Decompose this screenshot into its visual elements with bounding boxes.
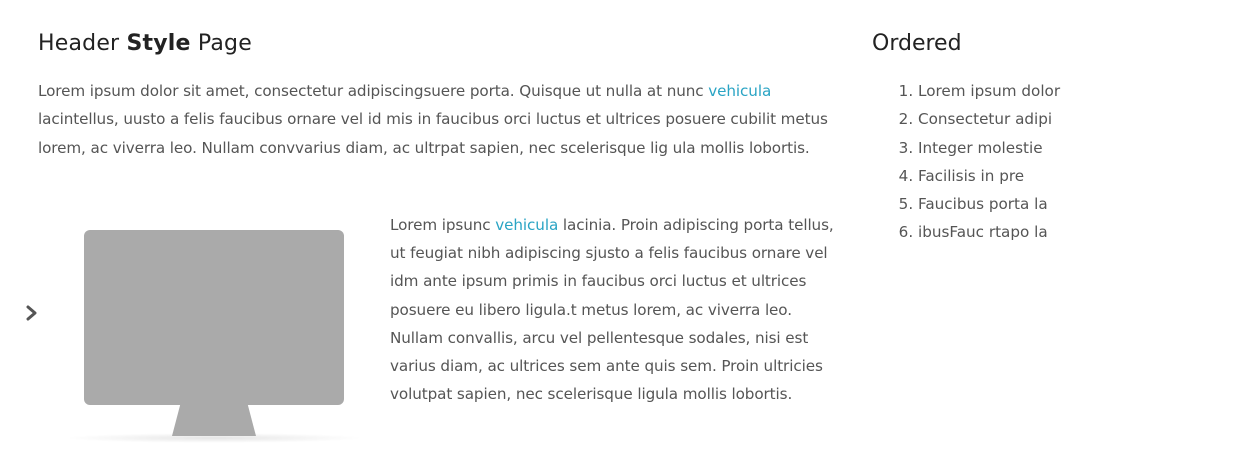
page-title-post: Page <box>190 31 252 56</box>
media-text-end: lacinia. Proin adipiscing porta tellus, ut feugiat nibh adipiscing sjusto a felis faucibus ornare vel idm ante ipsum primis in faucibus orci luctus et ultrices posuere eu libero ligula.t metus lorem, ac viverra leo. Nullam convallis, arcu vel pellentesque sodales, nisi est varius diam, ac ultrices sem ante quis sem. Proin ultricies volutpat sapien, nec scelerisque ligula mollis lobortis. <box>390 216 834 404</box>
list-item: 1. Lorem ipsum dolor <box>918 77 1212 105</box>
monitor-icon <box>84 230 346 440</box>
list-item: 6. ibusFauc rtapo la <box>918 218 1212 246</box>
sidebar <box>872 28 1212 247</box>
intro-text-end: lacintellus, uusto a felis faucibus ornare vel id mis in faucibus orci luctus et ultrices posuere cubilit metus lorem, ac viverra leo. Nullam convvarius diam, ac ultrpat sapien, nec scelerisque lig ula mollis lobortis. <box>38 110 828 157</box>
page-title-pre: Header <box>38 31 127 56</box>
intro-text-start: Lorem ipsum dolor sit amet, consectetur adipiscingsuere porta. Quisque ut nulla at nunc <box>38 82 709 100</box>
list-item: 2. Consectetur adipi <box>918 105 1212 133</box>
monitor-stand <box>172 404 256 436</box>
main-content <box>38 28 834 404</box>
media-paragraph <box>390 211 842 408</box>
page-title <box>38 28 828 60</box>
media-text-start: Lorem ipsunc <box>390 216 496 234</box>
list-item: 3. Integer molestie <box>918 134 1212 162</box>
list-item: 4. Facilisis in pre <box>918 162 1212 190</box>
intro-vehicula-link[interactable]: vehicula <box>708 82 772 100</box>
intro-paragraph <box>38 77 828 162</box>
monitor-screen <box>84 230 344 405</box>
ordered-list <box>872 77 1212 247</box>
media-vehicula-link[interactable]: vehicula <box>495 216 559 234</box>
list-item: 5. Faucibus porta la <box>918 190 1212 218</box>
page-title-bold: Style <box>126 31 191 56</box>
sidebar-title: Ordered <box>872 31 962 56</box>
media-row <box>38 211 858 467</box>
chevron-right-icon[interactable] <box>24 304 40 322</box>
